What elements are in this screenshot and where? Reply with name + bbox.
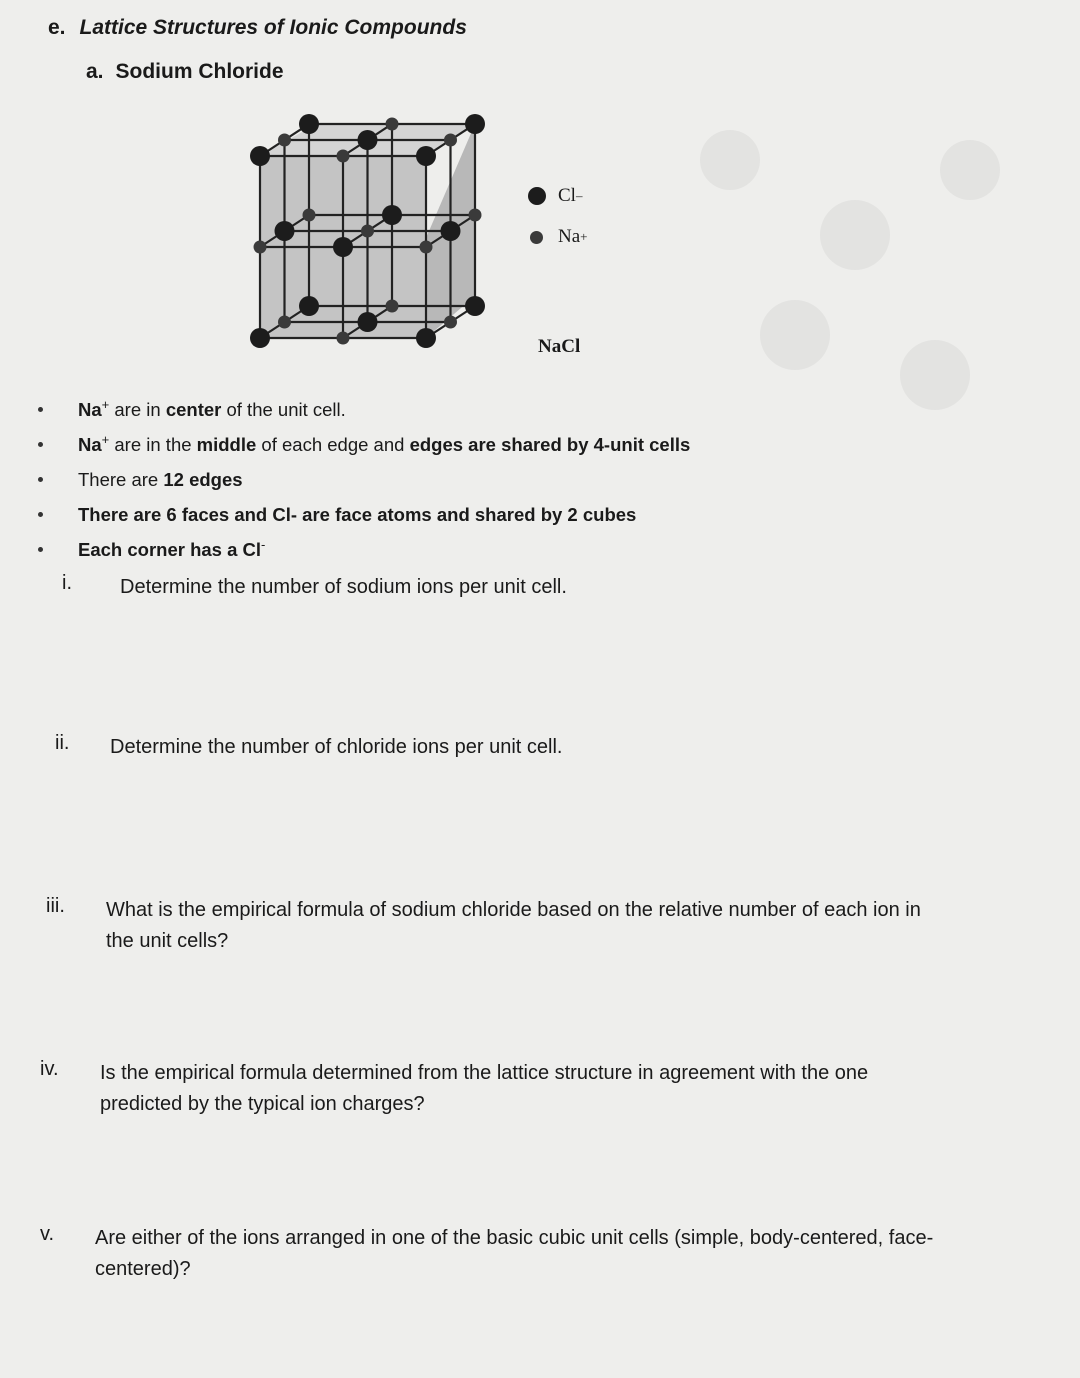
- figure-caption: NaCl: [538, 336, 581, 357]
- sodium-dot-icon: [530, 231, 543, 244]
- chloride-ion: [465, 296, 485, 316]
- bullet-text: are in: [109, 398, 166, 420]
- question-line-2: predicted by the typical ion charges?: [100, 1093, 425, 1115]
- bullet-dot: [38, 547, 43, 552]
- chloride-ion: [441, 221, 461, 241]
- chloride-ion: [275, 221, 295, 241]
- sodium-ion: [444, 316, 457, 329]
- question-line-1: Is the empirical formula determined from the lattice structure in agreement with the one: [100, 1062, 869, 1084]
- bullet-bold: There are 6 faces and Cl- are face atoms and shared by 2 cubes: [78, 503, 637, 525]
- chloride-ion: [299, 296, 319, 316]
- chloride-ion: [358, 130, 378, 150]
- question-line-1: Are either of the ions arranged in one of the basic cubic unit cells (simple, body-centered, face-: [95, 1227, 934, 1249]
- legend-chloride-label: Cl: [558, 185, 576, 206]
- bullet-charge: -: [261, 536, 266, 552]
- sodium-ion: [337, 150, 350, 163]
- question-number: iii.: [46, 895, 65, 917]
- question-text: [106, 895, 921, 957]
- subsection-letter: a.: [86, 60, 104, 83]
- bullet-charge: +: [101, 431, 110, 447]
- chloride-ion: [382, 205, 402, 225]
- bullet-dot: [38, 407, 43, 412]
- question-line-2: the unit cells?: [106, 930, 229, 952]
- bullet-bold: center: [165, 398, 222, 420]
- chloride-ion: [299, 114, 319, 134]
- bullet-text: There are: [78, 468, 164, 490]
- sodium-ion: [386, 300, 399, 313]
- bullet-text: of each edge and: [256, 433, 410, 455]
- sodium-ion: [254, 241, 267, 254]
- sodium-ion: [361, 225, 374, 238]
- sodium-ion: [337, 332, 350, 345]
- nacl-lattice-diagram: [240, 110, 500, 350]
- subsection-title: Sodium Chloride: [115, 60, 284, 83]
- legend-sodium: Na +: [528, 226, 588, 248]
- bullet-ion: Na: [78, 433, 102, 455]
- question-text: [95, 1223, 933, 1285]
- sodium-ion: [444, 134, 457, 147]
- question-text: Determine the number of chloride ions per unit cell.: [110, 736, 563, 758]
- section-letter: e.: [48, 16, 66, 39]
- chloride-ion: [358, 312, 378, 332]
- section-heading: [48, 16, 467, 40]
- bullet-ion: Na: [78, 398, 102, 420]
- question-text: Determine the number of sodium ions per unit cell.: [120, 576, 567, 598]
- question-number: iv.: [40, 1058, 59, 1080]
- bullet-bold: Each corner has a Cl: [78, 538, 262, 560]
- bullet-dot: [38, 512, 43, 517]
- chloride-ion: [333, 237, 353, 257]
- sodium-ion: [420, 241, 433, 254]
- legend-chloride: Cl –: [528, 185, 582, 207]
- bullet-text: of the unit cell.: [221, 398, 346, 420]
- chloride-ion: [465, 114, 485, 134]
- chloride-ion: [250, 328, 270, 348]
- sodium-ion: [278, 134, 291, 147]
- sodium-ion: [386, 118, 399, 131]
- bullet-dot: [38, 442, 43, 447]
- chloride-dot-icon: [528, 187, 546, 205]
- bullet-charge: +: [101, 396, 110, 412]
- question-number: v.: [40, 1223, 55, 1245]
- legend-sodium-label: Na: [558, 226, 581, 247]
- chloride-ion: [416, 146, 436, 166]
- sodium-ion: [469, 209, 482, 222]
- sodium-ion: [303, 209, 316, 222]
- bullet-bold: edges are shared by 4-unit cells: [409, 433, 691, 455]
- bullet-dot: [38, 477, 43, 482]
- question-number: i.: [62, 572, 72, 594]
- bullet-bold: middle: [196, 433, 257, 455]
- chloride-ion: [250, 146, 270, 166]
- chloride-ion: [416, 328, 436, 348]
- section-title: Lattice Structures of Ionic Compounds: [79, 16, 467, 39]
- question-line-2: centered)?: [95, 1258, 191, 1280]
- bullet-text: are in the: [109, 433, 197, 455]
- question-number: ii.: [55, 732, 70, 754]
- sodium-ion: [278, 316, 291, 329]
- question-line-1: What is the empirical formula of sodium chloride based on the relative number of each ion in: [106, 899, 921, 921]
- question-text: [100, 1058, 868, 1120]
- subsection-heading: [86, 60, 284, 84]
- bullet-bold: 12 edges: [163, 468, 243, 490]
